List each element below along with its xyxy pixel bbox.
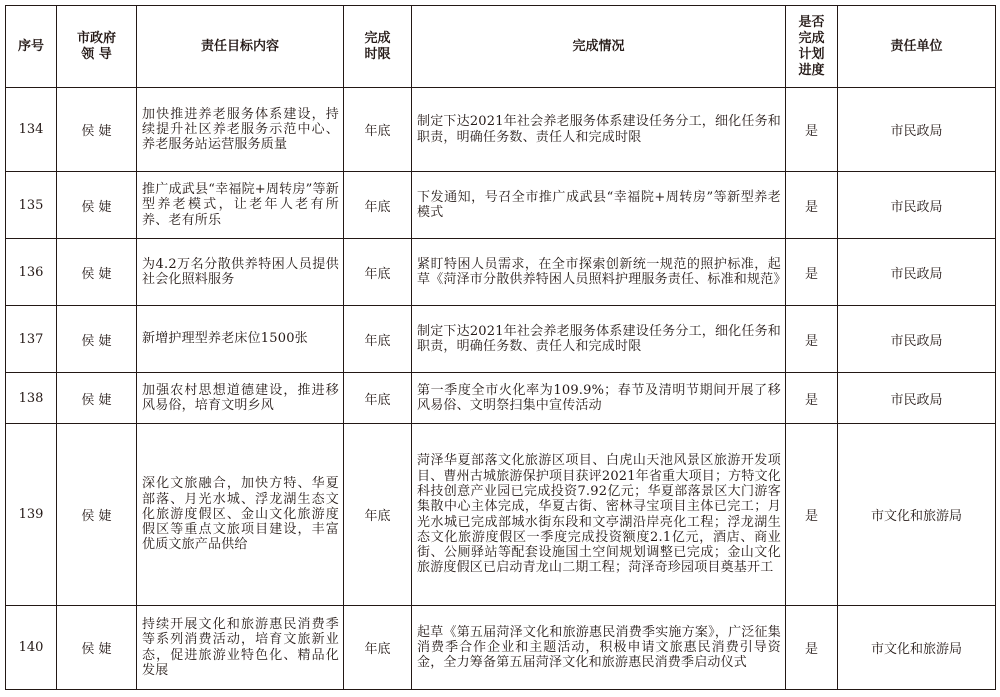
row-no: 137 bbox=[6, 306, 57, 373]
row-unit: 市民政局 bbox=[838, 172, 996, 239]
row-status: 起草《第五届菏泽文化和旅游惠民消费季实施方案》，广泛征集消费季合作企业和主题活动，积极申请文旅惠民消费引导资金，全力筹备第五届菏泽文化和旅游惠民消费季启动仪式 bbox=[412, 606, 786, 690]
row-deadline: 年底 bbox=[344, 373, 412, 424]
row-unit: 市民政局 bbox=[838, 373, 996, 424]
row-status: 菏泽华夏部落文化旅游区项目、白虎山天池风景区旅游开发项目、曹州古城旅游保护项目获评2021年省重大项目；方特文化科技创意产业园已完成投资7.92亿元；华夏部落景区大门游客集散中心主体完成，华夏古街、密林寻宝项目主体已完工；月光水城已完成部城水街东段和文亭湖沿岸亮化工程；浮龙湖生态文化旅游度假区一季度完成投资额度2.1亿元，酒店、商业街、公厕驿站等配套设施国土空间规划调整已完成；金山文化旅游度假区已启动青龙山二期工程；菏泽奇珍园项目奠基开工 bbox=[412, 424, 786, 606]
row-on-track: 是 bbox=[786, 424, 838, 606]
row-status: 下发通知，号召全市推广成武县“幸福院+周转房”等新型养老模式 bbox=[412, 172, 786, 239]
row-leader: 侯 婕 bbox=[57, 373, 137, 424]
row-leader: 侯 婕 bbox=[57, 172, 137, 239]
row-on-track: 是 bbox=[786, 239, 838, 306]
row-unit: 市民政局 bbox=[838, 239, 996, 306]
row-unit: 市文化和旅游局 bbox=[838, 606, 996, 690]
row-no: 135 bbox=[6, 172, 57, 239]
row-no: 139 bbox=[6, 424, 57, 606]
table-row bbox=[6, 172, 996, 239]
row-target: 深化文旅融合，加快方特、华夏部落、月光水城、浮龙湖生态文化旅游度假区、金山文化旅游度假区等重点文旅项目建设，丰富优质文旅产品供给 bbox=[137, 424, 344, 606]
row-deadline: 年底 bbox=[344, 424, 412, 606]
header-deadline: 完成 时限 bbox=[344, 6, 412, 88]
row-on-track: 是 bbox=[786, 606, 838, 690]
row-status: 制定下达2021年社会养老服务体系建设任务分工，细化任务和职责，明确任务数、责任人和完成时限 bbox=[412, 88, 786, 172]
table-row bbox=[6, 606, 996, 690]
row-status: 第一季度全市火化率为109.9%；春节及清明节期间开展了移风易俗、文明祭扫集中宣传活动 bbox=[412, 373, 786, 424]
header-leader: 市政府 领 导 bbox=[57, 6, 137, 88]
row-no: 138 bbox=[6, 373, 57, 424]
row-target: 推广成武县“幸福院+周转房”等新型养老模式，让老年人老有所养、老有所乐 bbox=[137, 172, 344, 239]
row-on-track: 是 bbox=[786, 373, 838, 424]
row-leader: 侯 婕 bbox=[57, 88, 137, 172]
header-row bbox=[6, 6, 996, 88]
row-unit: 市民政局 bbox=[838, 306, 996, 373]
row-no: 134 bbox=[6, 88, 57, 172]
header-unit: 责任单位 bbox=[838, 6, 996, 88]
row-target: 加强农村思想道德建设，推进移风易俗，培育文明乡风 bbox=[137, 373, 344, 424]
row-unit: 市民政局 bbox=[838, 88, 996, 172]
row-no: 136 bbox=[6, 239, 57, 306]
row-target: 为4.2万名分散供养特困人员提供社会化照料服务 bbox=[137, 239, 344, 306]
row-status: 紧盯特困人员需求，在全市探索创新统一规范的照护标准，起草《菏泽市分散供养特困人员照料护理服务责任、标准和规范》 bbox=[412, 239, 786, 306]
row-on-track: 是 bbox=[786, 306, 838, 373]
row-target: 新增护理型养老床位1500张 bbox=[137, 306, 344, 373]
table-row bbox=[6, 88, 996, 172]
row-no: 140 bbox=[6, 606, 57, 690]
header-target: 责任目标内容 bbox=[137, 6, 344, 88]
table-row bbox=[6, 239, 996, 306]
row-status: 制定下达2021年社会养老服务体系建设任务分工，细化任务和职责，明确任务数、责任人和完成时限 bbox=[412, 306, 786, 373]
table-row bbox=[6, 373, 996, 424]
table-row bbox=[6, 424, 996, 606]
row-on-track: 是 bbox=[786, 88, 838, 172]
row-deadline: 年底 bbox=[344, 239, 412, 306]
row-leader: 侯 婕 bbox=[57, 239, 137, 306]
row-deadline: 年底 bbox=[344, 88, 412, 172]
row-leader: 侯 婕 bbox=[57, 606, 137, 690]
row-target: 持续开展文化和旅游惠民消费季等系列消费活动，培育文旅新业态，促进旅游业特色化、精品化发展 bbox=[137, 606, 344, 690]
row-leader: 侯 婕 bbox=[57, 306, 137, 373]
row-deadline: 年底 bbox=[344, 606, 412, 690]
header-status: 完成情况 bbox=[412, 6, 786, 88]
row-target: 加快推进养老服务体系建设，持续提升社区养老服务示范中心、养老服务站运营服务质量 bbox=[137, 88, 344, 172]
table-row bbox=[6, 306, 996, 373]
row-leader: 侯 婕 bbox=[57, 424, 137, 606]
row-deadline: 年底 bbox=[344, 306, 412, 373]
row-unit: 市文化和旅游局 bbox=[838, 424, 996, 606]
responsibility-table bbox=[5, 5, 996, 690]
row-deadline: 年底 bbox=[344, 172, 412, 239]
header-no: 序号 bbox=[6, 6, 57, 88]
row-on-track: 是 bbox=[786, 172, 838, 239]
header-on-track: 是否 完成 计划 进度 bbox=[786, 6, 838, 88]
